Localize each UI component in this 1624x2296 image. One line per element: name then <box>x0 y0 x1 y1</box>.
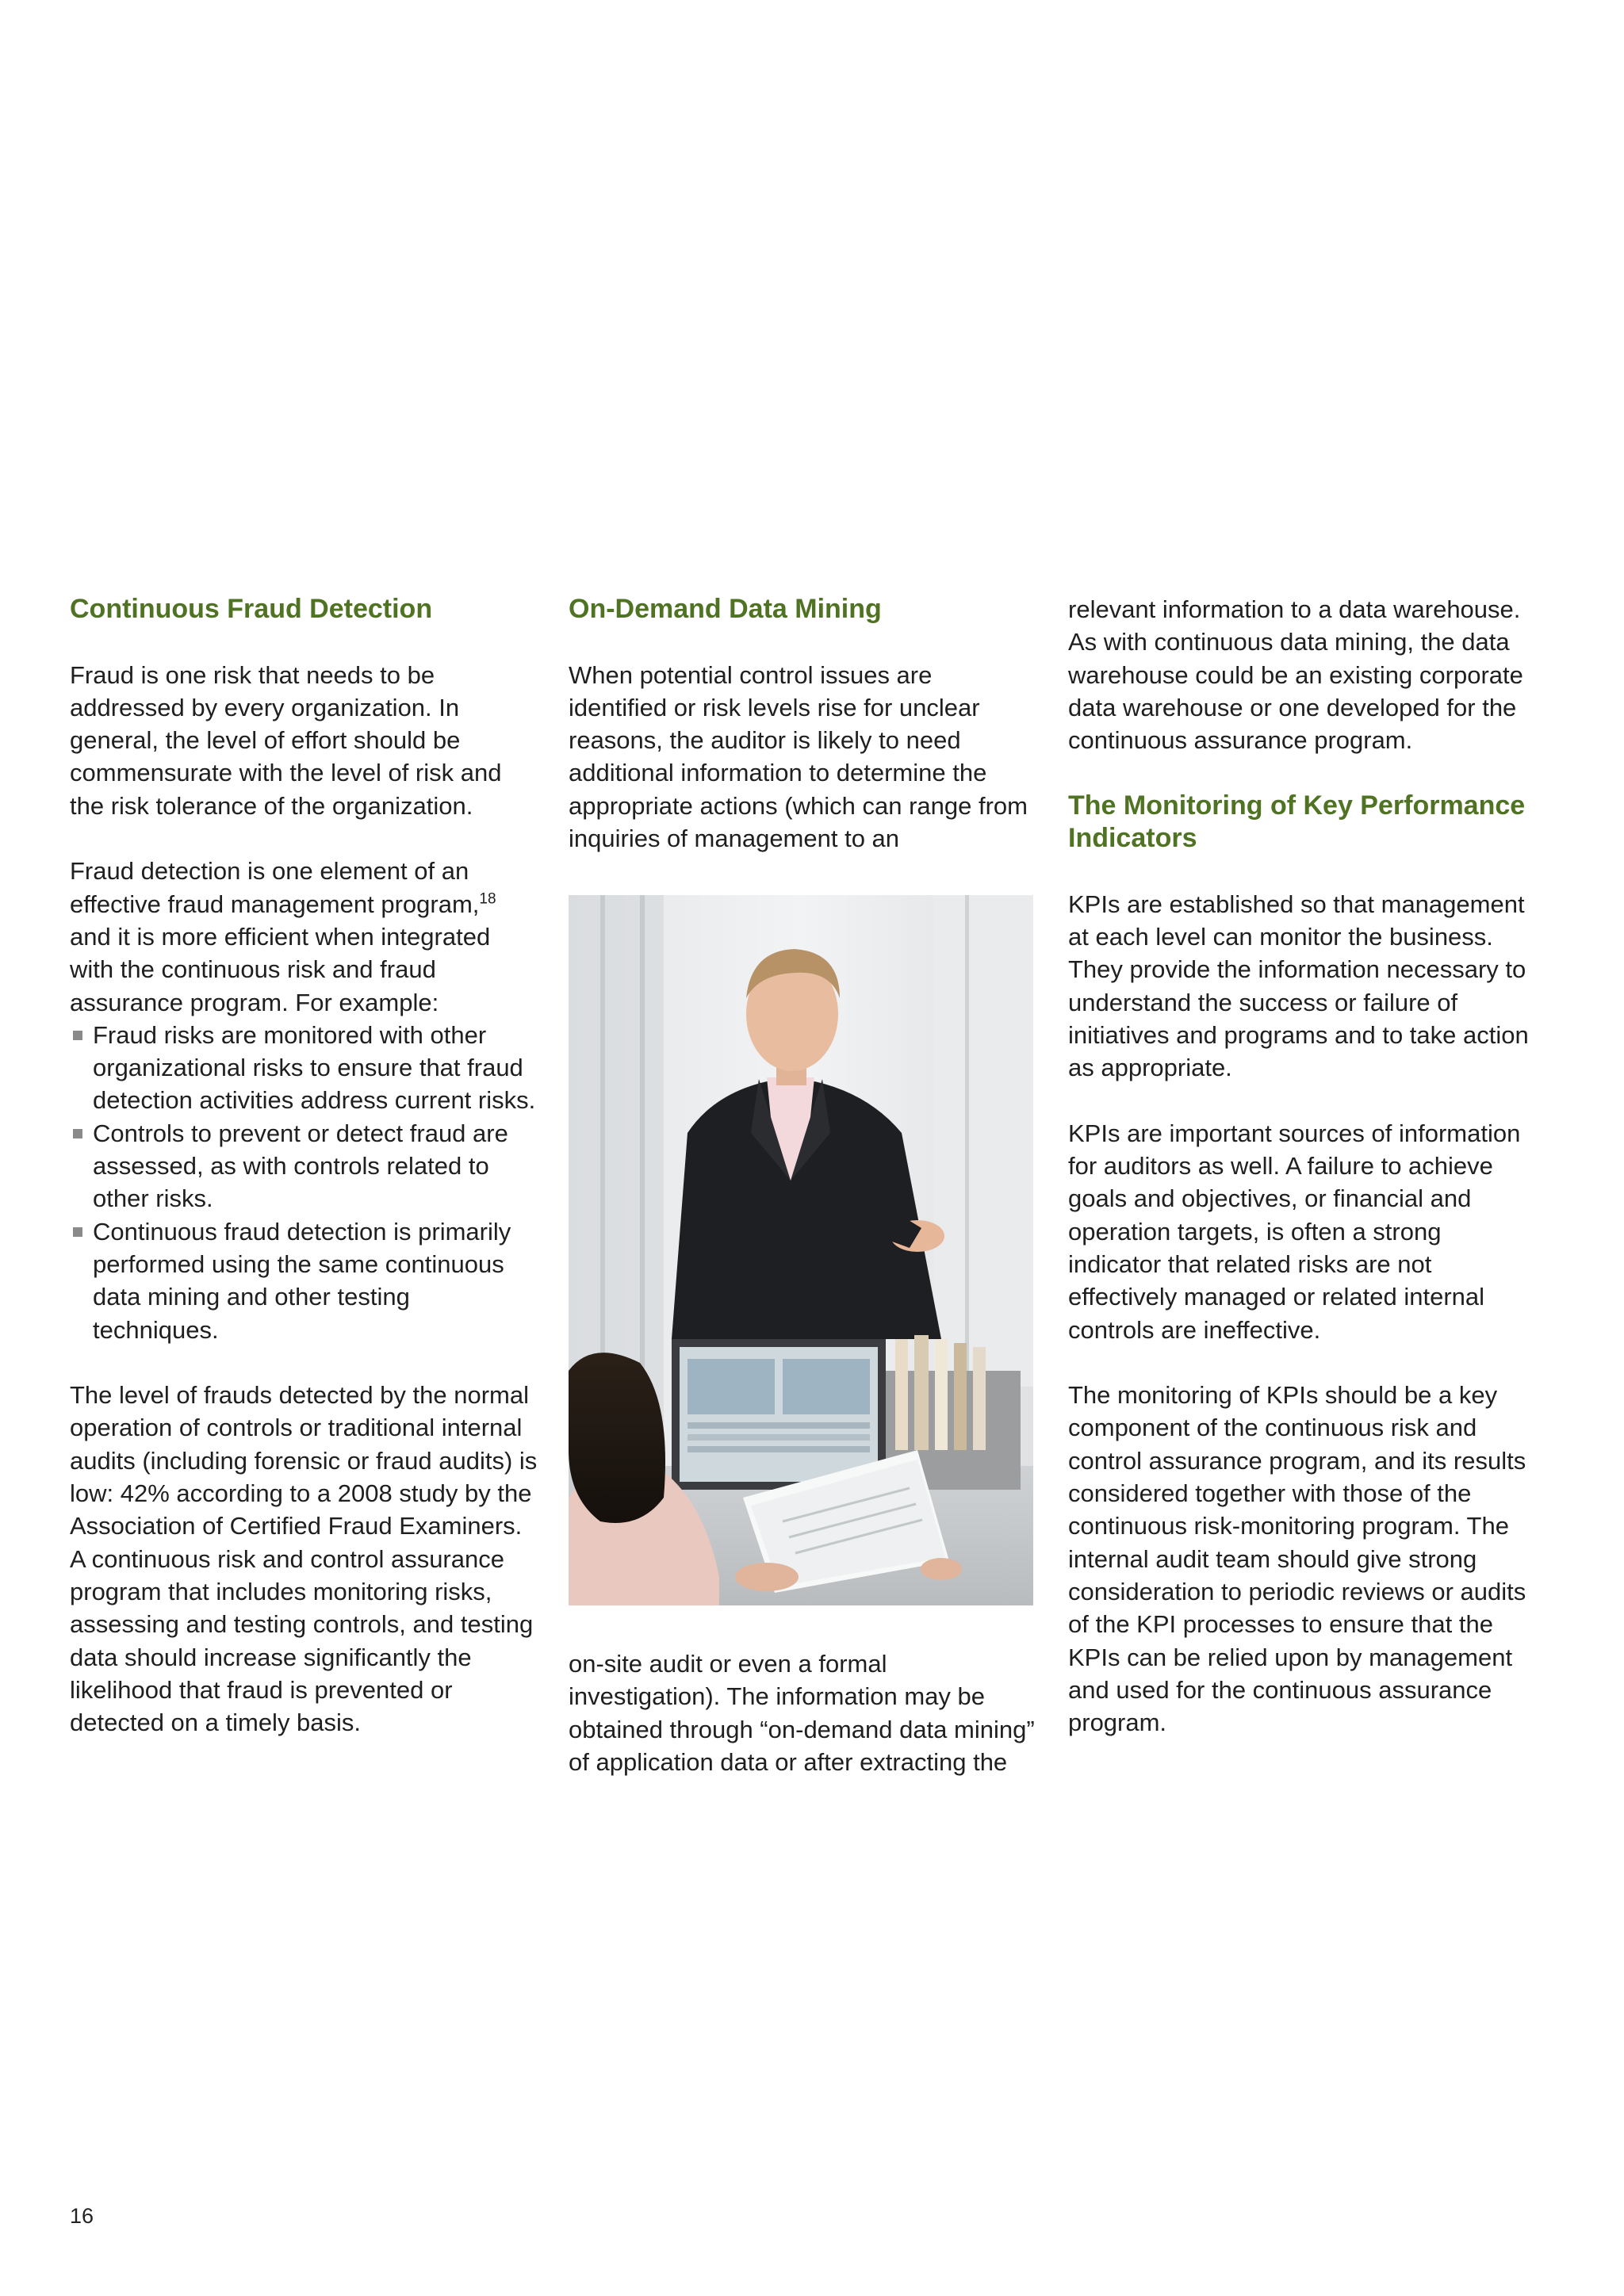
paragraph: The level of frauds detected by the normal operation of controls or traditional internal audits (including forensic or fraud audits) is low: 42% according to a 2008 study by the Association of Certified Fraud Examiners. A continuous risk and control assurance program that includes monitoring risks, assessing and testing controls, and testing data should increase significantly the likelihood that fraud is prevented or detected on a timely basis. <box>70 1381 538 1737</box>
paragraph: KPIs are established so that management at each level can monitor the business. They provide the information necessary to understand the success or failure of initiatives and programs and to take action as appropriate. <box>1068 890 1529 1082</box>
column-2 <box>569 593 1036 855</box>
list-item-text: Continuous fraud detection is primarily performed using the same continuous data mining and other testing techniques. <box>93 1217 511 1344</box>
paragraph-text: Fraud detection is one element of an effective fraud management program, <box>70 857 480 918</box>
list-item-text: Fraud risks are monitored with other organizational risks to ensure that fraud detection activities address current risks. <box>93 1020 536 1115</box>
column-1 <box>70 593 538 1739</box>
section-heading-monitoring-kpis: The Monitoring of Key Performance Indicators <box>1068 790 1526 854</box>
paragraph: relevant information to a data warehouse. As with continuous data mining, the data warehouse could be an existing corporate data warehouse or one developed for the continuous assurance program. <box>1068 595 1523 755</box>
paragraph-with-footnote <box>70 855 538 1018</box>
bullet-list <box>70 1019 538 1346</box>
section-heading-on-demand-data-mining: On-Demand Data Mining <box>569 594 882 624</box>
paragraph: The monitoring of KPIs should be a key component of the continuous risk and control assurance program, and its results considered together with those of the continuous risk-monitoring program. The internal audit team should give strong consideration to periodic reviews or audits of the KPI processes to ensure that the KPIs can be relied upon by management and used for the continuous assurance program. <box>1068 1381 1526 1737</box>
paragraph-text-cont: and it is more efficient when integrated with the continuous risk and fraud assurance program. For example: <box>70 922 491 1016</box>
column-2-continuation <box>569 1647 1036 1778</box>
paragraph: KPIs are important sources of information for auditors as well. A failure to achieve goals and objectives, or financial and operation targets, is often a strong indicator that related risks are not effectively managed or related internal controls are ineffective. <box>1068 1119 1521 1344</box>
office-photo-illustration <box>569 895 1033 1605</box>
section-heading-continuous-fraud-detection: Continuous Fraud Detection <box>70 594 433 624</box>
bullet-square-icon <box>73 1227 82 1237</box>
column-3 <box>1068 593 1536 1739</box>
list-item <box>70 1019 538 1117</box>
bullet-square-icon <box>73 1031 82 1040</box>
footnote-ref: 18 <box>479 890 496 908</box>
page-number: 16 <box>70 2204 94 2228</box>
paragraph: Fraud is one risk that needs to be addressed by every organization. In general, the level of effort should be commensurate with the level of risk and the risk tolerance of the organization. <box>70 660 502 820</box>
list-item <box>70 1117 538 1215</box>
paragraph: When potential control issues are identified or risk levels rise for unclear reasons, the auditor is likely to need additional information to determine the appropriate actions (which can range from inquiries of management to an <box>569 660 1028 853</box>
office-photo <box>569 895 1033 1605</box>
list-item <box>70 1215 538 1346</box>
list-item-text: Controls to prevent or detect fraud are assessed, as with controls related to other risks. <box>93 1119 508 1213</box>
bullet-square-icon <box>73 1129 82 1138</box>
paragraph: on-site audit or even a formal investigation). The information may be obtained through “on-demand data mining” of application data or after extracting the <box>569 1650 1035 1776</box>
